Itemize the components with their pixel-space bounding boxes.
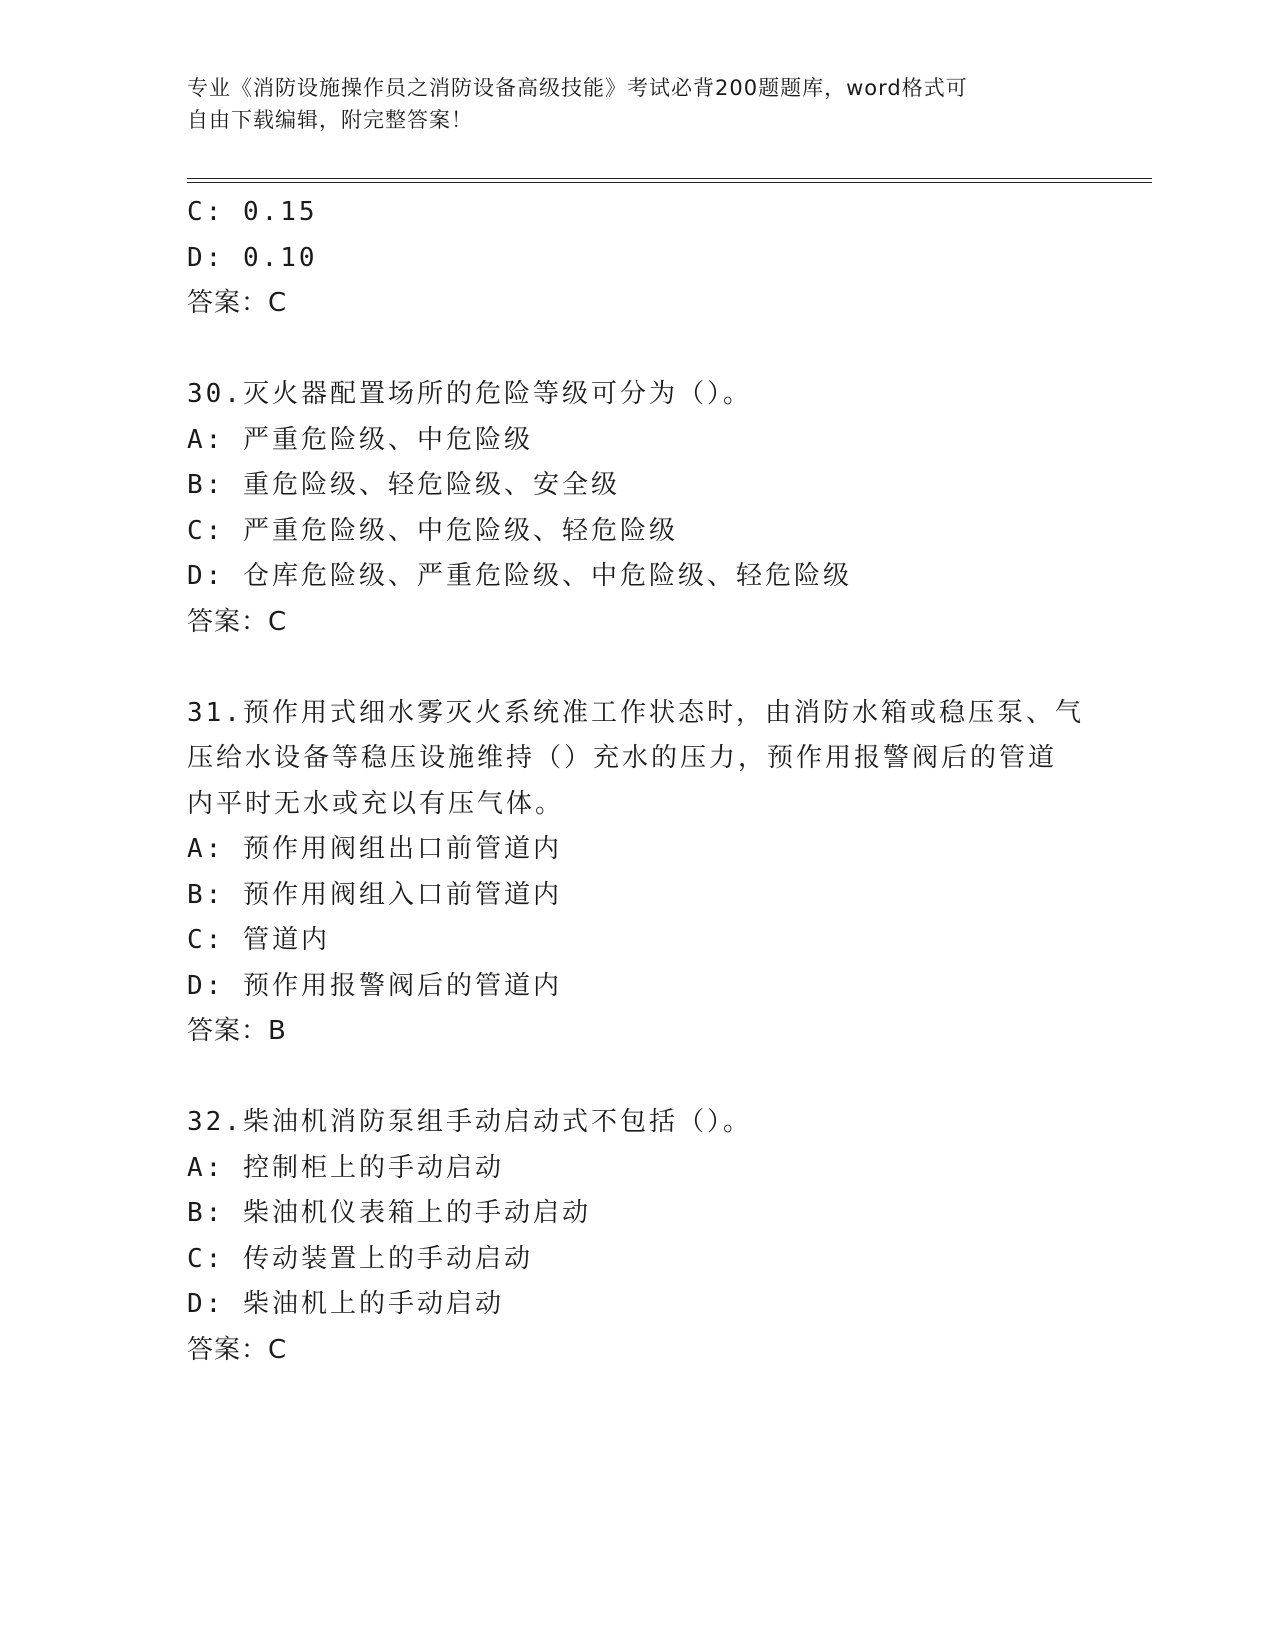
header-title-line-2: 自由下载编辑，附完整答案！ xyxy=(187,108,473,132)
option-d: D: 柴油机上的手动启动 xyxy=(187,1289,504,1319)
option-c: C: 管道内 xyxy=(187,925,330,955)
answer-line: 答案：C xyxy=(187,288,288,318)
question-block-31 xyxy=(187,691,1107,1055)
option-c: C: 传动装置上的手动启动 xyxy=(187,1243,533,1274)
answer-line: 答案：B xyxy=(187,1016,287,1046)
question-stem-line-3: 内平时无水或充以有压气体。 xyxy=(187,788,565,819)
option-a: A: 严重危险级、中危险级 xyxy=(187,424,533,455)
question-block-32 xyxy=(187,1100,1107,1373)
question-stem-line-1: 31.预作用式细水雾灭火系统准工作状态时，由消防水箱或稳压泵、气 xyxy=(187,697,1084,728)
option-d: D: 0.10 xyxy=(187,242,318,273)
prev-question-block xyxy=(187,190,1107,327)
header-title-line-1: 专业《消防设施操作员之消防设备高级技能》考试必背200题题库，word格式可 xyxy=(187,76,968,100)
document-header xyxy=(187,72,1067,136)
option-a: A: 预作用阀组出口前管道内 xyxy=(187,834,562,864)
option-a: A: 控制柜上的手动启动 xyxy=(187,1152,504,1183)
option-d: D: 预作用报警阀后的管道内 xyxy=(187,970,562,1001)
option-c: C: 0.15 xyxy=(187,197,318,227)
option-d: D: 仓库危险级、严重危险级、中危险级、轻危险级 xyxy=(187,561,852,591)
question-block-30 xyxy=(187,372,1107,645)
answer-line: 答案：C xyxy=(187,606,288,637)
spacer xyxy=(187,327,1107,373)
option-b: B: 重危险级、轻危险级、安全级 xyxy=(187,470,620,500)
spacer xyxy=(187,645,1107,691)
option-b: B: 柴油机仪表箱上的手动启动 xyxy=(187,1198,591,1228)
question-stem-line-2: 压给水设备等稳压设施维持（）充水的压力，预作用报警阀后的管道 xyxy=(187,743,1058,773)
question-stem: 32.柴油机消防泵组手动启动式不包括（）。 xyxy=(187,1107,752,1137)
spacer xyxy=(187,1055,1107,1101)
option-b: B: 预作用阀组入口前管道内 xyxy=(187,879,562,910)
answer-line: 答案：C xyxy=(187,1334,288,1365)
header-divider-bottom xyxy=(187,182,1152,183)
header-divider-top xyxy=(187,178,1152,179)
question-stem: 30.灭火器配置场所的危险等级可分为（）。 xyxy=(187,379,752,409)
option-c: C: 严重危险级、中危险级、轻危险级 xyxy=(187,515,678,546)
question-list xyxy=(187,190,1107,1373)
